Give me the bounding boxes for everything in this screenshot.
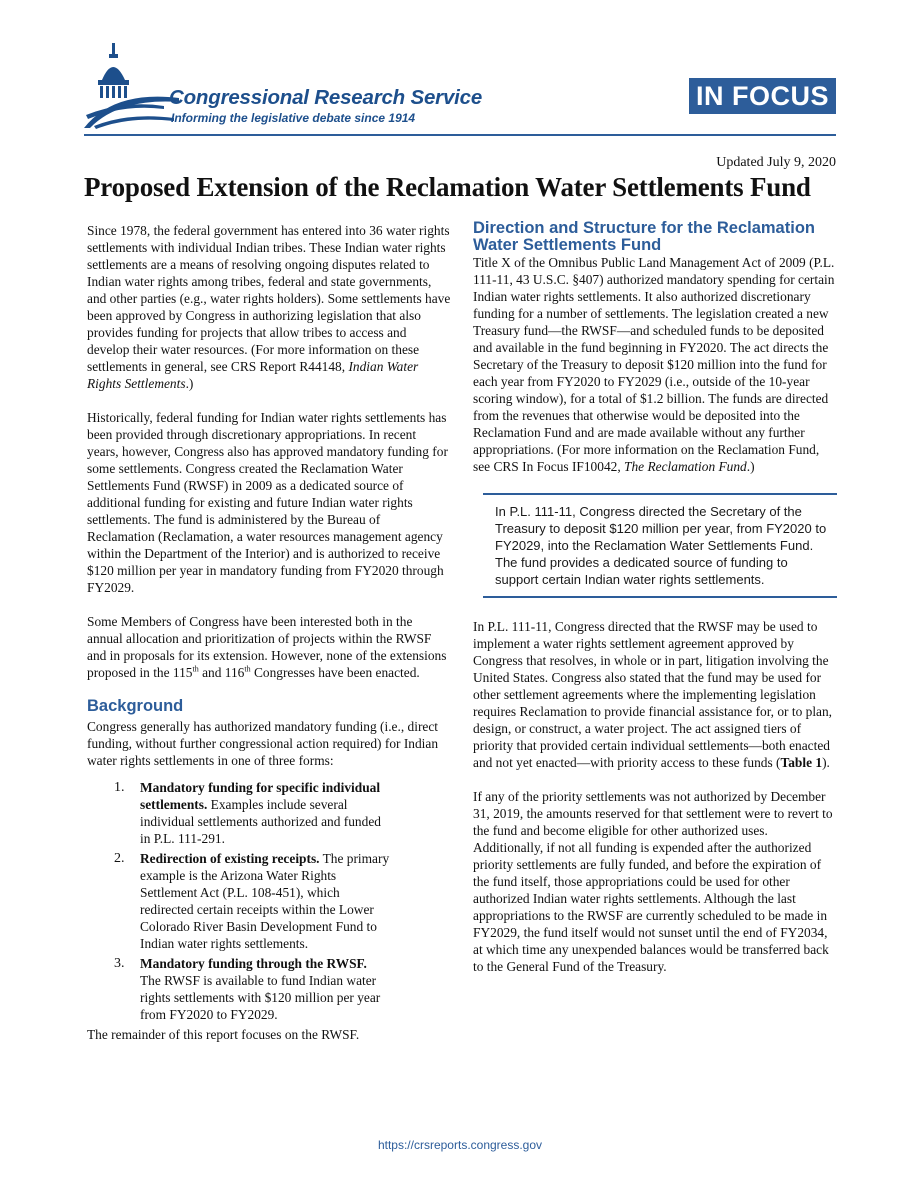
reversion-paragraph: If any of the priority settlements was not authorized by December 31, 2019, the amounts reserved for that settlement were to revert to the fund and become eligible for other authorized uses. Additionally, if not all funding is expended after the authorized priority settlements are fully funded, and before the expiration of the fund itself, those appropriations could be used for other authorized Indian water rights settlements. Although the last appropriations to the RWSF are currently scheduled to be made in FY2029, the fund itself would not sunset until the end of FY2034, at which time any unexpended balances would be transferred back to the General Fund of the Treasury. xyxy=(473,789,833,974)
page-title: Proposed Extension of the Reclamation Water Settlements Fund xyxy=(84,172,811,202)
capitol-dome-icon xyxy=(84,40,179,130)
title-x-paragraph: Title X of the Omnibus Public Land Management Act of 2009 (P.L. 111-11, 43 U.S.C. §407) authorized mandatory spending for certain Indian water rights settlements. It also authorized discretionary funding for a number of settlements. The legislation created a new Treasury fund—the RWSF—and scheduled funds to be deposited and available in the fund beginning in FY2020. The act directs the Secretary of the Treasury to deposit $120 million into the fund for each year from FY2020 to FY2029 (i.e., outside of the 10-year scoring window), for a total of $1.2 billion. The funds are directed from the revenues that otherwise would be deposited into the Reclamation Fund and are made available without any further appropriations. (For more information on the Reclamation Fund, see CRS In Focus IF10042, The Reclamation Fund.) xyxy=(473,255,835,474)
table-reference: Table 1 xyxy=(780,755,823,770)
uses-paragraph: In P.L. 111-11, Congress directed that the RWSF may be used to implement a water rights settlement agreement approved by Congress that resolves, in whole or in part, litigation involving the United States. Congress also stated that the fund may be used for other settlement agreements where the implementing legislation requires Reclamation to provide financial assistance for, or to plan, design, or construct, a water project. The act assigned tiers of priority that provided certain individual settlements—both enacted and not yet enacted—with priority access to these funds (Table 1). xyxy=(473,619,833,770)
updated-date: Updated July 9, 2020 xyxy=(716,155,836,170)
history-paragraph: Historically, federal funding for Indian water rights settlements has been provided through discretionary appropriations. In recent years, however, Congress also has approved mandatory funding for some settlements. Congress created the Reclamation Water Settlements Fund (RWSF) in 2009 as a dedicated source of additional funding for existing and future Indian water rights settlements. The fund is administered by the Bureau of Reclamation (Reclamation, a water resources management agency within the Department of the Interior) and is authorized to receive $120 million per year in mandatory funding from FY2020 through FY2029. xyxy=(87,410,448,595)
intro-paragraph: Since 1978, the federal government has entered into 36 water rights settlements with individual Indian tribes. These Indian water rights settlements are a means of resolving ongoing disputes related to Indian water rights among tribes, federal and state governments, and other parties (e.g., water rights holders). Some settlements have been approved by Congress in authorizing legislation that also provides funding for projects that allow tribes to access and develop their water resources. (For more information on these settlements in general, see CRS Report R44148, Indian Water Rights Settlements.) xyxy=(87,223,451,391)
extension-paragraph: Some Members of Congress have been interested both in the annual allocation and prioritization of projects within the RWSF and in proposals for its extension. However, none of the extensions proposed in the 115th and 116th Congresses have been enacted. xyxy=(87,614,447,680)
footer-link[interactable]: https://crsreports.congress.gov xyxy=(377,1138,543,1152)
right-column xyxy=(473,220,837,975)
page-header xyxy=(84,40,836,136)
org-tagline: Informing the legislative debate since 1914 xyxy=(171,111,416,125)
header-rule xyxy=(84,134,836,136)
callout-box: In P.L. 111-11, Congress directed the Secretary of the Treasury to deposit $120 million per year, from FY2020 to FY2029, into the Reclamation Water Settlements Fund. The fund provides a dedicated source of funding to support certain Indian water rights settlements. xyxy=(483,493,837,598)
list-item: 1. Mandatory funding for specific individual settlements. Examples include several individual settlements authorized and funded in P.L. 111-291. xyxy=(114,780,381,846)
background-heading: Background xyxy=(87,697,184,715)
funding-forms-list xyxy=(87,779,451,1023)
in-focus-badge: IN FOCUS xyxy=(689,78,836,114)
org-name: Congressional Research Service xyxy=(169,86,483,109)
direction-heading: Direction and Structure for the Reclamation Water Settlements Fund xyxy=(473,219,815,254)
reclamation-fund-title: The Reclamation Fund xyxy=(624,459,747,474)
report-title: Indian Water Rights Settlements xyxy=(87,359,419,391)
list-item: 3. Mandatory funding through the RWSF. The RWSF is available to fund Indian water rights settlements with $120 million per year from FY2020 to FY2029. xyxy=(114,956,381,1022)
list-item: 2. Redirection of existing receipts. The primary example is the Arizona Water Rights Settlement Act (P.L. 108-451), which redirected certain receipts within the Lower Colorado River Basin Development Fund to Indian water rights settlements. xyxy=(114,851,390,951)
left-column xyxy=(87,222,451,1043)
background-paragraph: Congress generally has authorized mandatory funding (i.e., direct funding, without further congressional action required) for Indian water rights settlements in one of three forms: xyxy=(87,719,439,768)
remainder-paragraph: The remainder of this report focuses on the RWSF. xyxy=(87,1027,360,1042)
